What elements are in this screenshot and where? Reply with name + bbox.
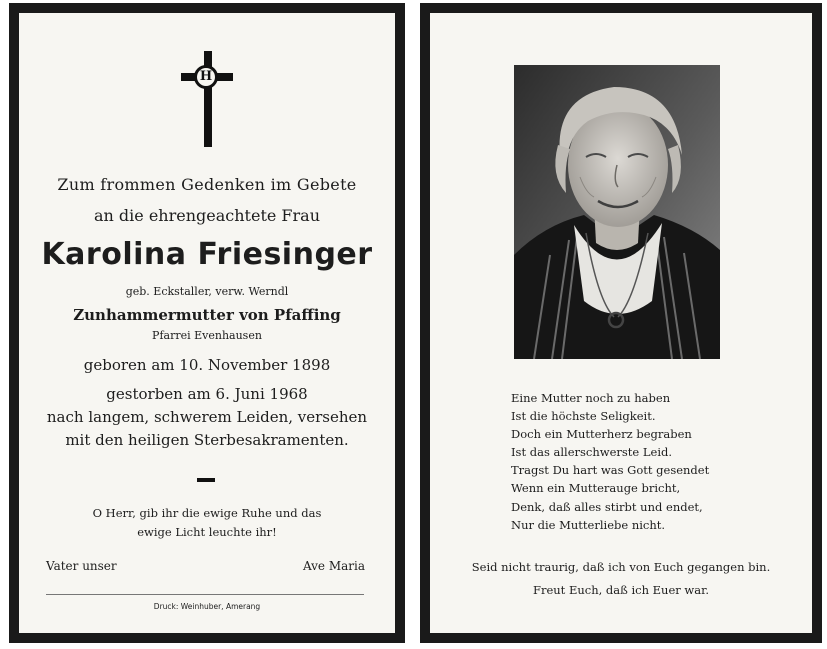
poem-line: Wenn ein Mutterauge bricht, [511, 481, 681, 496]
printer-credit: Druck: Weinhuber, Amerang [153, 602, 261, 611]
prayer-line-1: O Herr, gib ihr die ewige Ruhe und das [92, 506, 322, 520]
poem-line: Denk, daß alles stirbt und endet, [511, 499, 703, 514]
memorial-photo-card [430, 13, 812, 633]
ave-maria: Ave Maria [302, 559, 365, 573]
poem-line: Ist die höchste Seligkeit. [511, 409, 656, 424]
poem [511, 389, 709, 534]
birth-date: geboren am 10. November 1898 [83, 356, 331, 374]
deceased-title: Zunhammermutter von Pfaffing [73, 306, 341, 324]
footer-rule [46, 594, 364, 595]
cross-icon: H [203, 51, 213, 147]
death-date: gestorben am 6. Juni 1968 [106, 385, 308, 403]
poem-line: Tragst Du hart was Gott gesendet [511, 463, 710, 478]
poem-line: Ist das allerschwerste Leid. [511, 445, 673, 460]
suffering-line-1: nach langem, schwerem Leiden, versehen [46, 408, 368, 426]
prayer-line-2: ewige Licht leuchte ihr! [137, 525, 277, 539]
poem-line: Doch ein Mutterherz begraben [511, 427, 692, 442]
memorial-text-card [19, 13, 395, 633]
intro-line-1: Zum frommen Gedenken im Gebete [57, 175, 357, 194]
poem-line: Eine Mutter noch zu haben [511, 391, 671, 405]
suffering-line-2: mit den heiligen Sterbesakramenten. [65, 431, 349, 449]
divider [197, 478, 215, 482]
vater-unser: Vater unser [46, 559, 117, 573]
intro-line-2: an die ehrengeachtete Frau [93, 206, 321, 225]
closing-line-1: Seid nicht traurig, daß ich von Euch gegangen bin. [471, 560, 771, 574]
portrait-photo [514, 65, 720, 359]
closing-line-2: Freut Euch, daß ich Euer war. [532, 583, 709, 597]
deceased-name: Karolina Friesinger [41, 237, 373, 272]
parish: Pfarrei Evenhausen [152, 329, 262, 342]
birth-name: geb. Eckstaller, verw. Werndl [125, 285, 289, 298]
poem-line: Nur die Mutterliebe nicht. [511, 517, 666, 532]
